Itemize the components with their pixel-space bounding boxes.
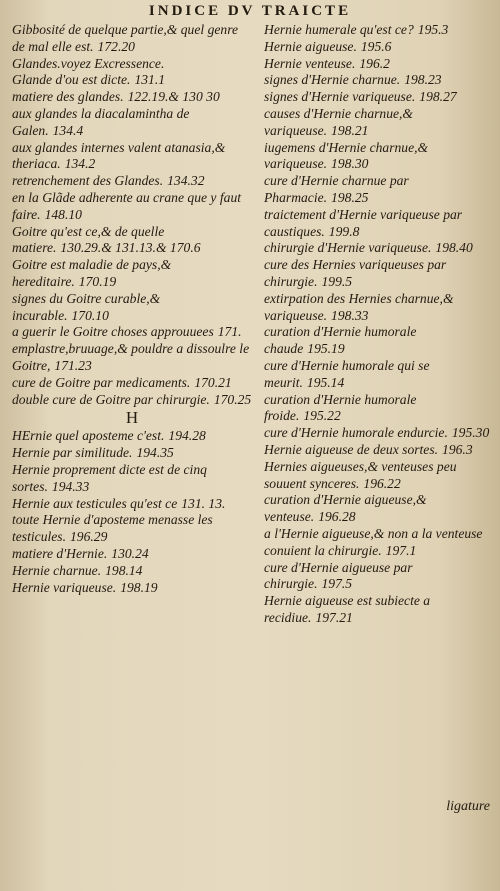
index-entry: Hernie aigueuse de deux sortes. 196.3 bbox=[264, 441, 473, 457]
section-letter: H bbox=[125, 408, 139, 428]
index-entry: chirurgie d'Hernie variqueuse. 198.40 bbox=[264, 240, 473, 256]
index-entry: cure des Hernies variqueuses par chirurgie. 199.5 bbox=[264, 257, 447, 289]
index-entry: retrenchement des Glandes. 134.32 bbox=[12, 173, 205, 189]
index-entry: Hernie humerale qu'est ce? 195.3 bbox=[264, 22, 449, 37]
index-entry: Hernie aigueuse. 195.6 bbox=[264, 38, 392, 54]
index-entry: Hernie aux testicules qu'est ce 131. 13. bbox=[12, 495, 226, 511]
index-entry: Goitre est maladie de pays,& hereditaire. 170.19 bbox=[12, 257, 172, 289]
index-entry: extirpation des Hernies charnue,& variqueuse. 198.33 bbox=[264, 290, 454, 323]
index-entry: iugemens d'Hernie charnue,& variqueuse. 198.30 bbox=[264, 139, 429, 172]
index-entry: aux glandes la diacalamintha de Galen. 134.4 bbox=[12, 105, 190, 138]
index-entry: emplastre,bruuage,& pouldre a dissoulre le Goitre, 171.23 bbox=[12, 341, 250, 373]
index-entry: curation d'Hernie humorale froide. 195.22 bbox=[264, 391, 417, 424]
index-entry: curation d'Hernie humorale chaude 195.19 bbox=[264, 324, 417, 357]
index-entry: Hernie charnue. 198.14 bbox=[12, 562, 143, 578]
index-entry: HErnie quel aposteme c'est. 194.28 bbox=[12, 428, 206, 444]
index-entry: Hernie aigueuse est subiecte a recidiue. 197.21 bbox=[264, 593, 431, 625]
index-entry: traictement d'Hernie variqueuse par caustiques. 199.8 bbox=[264, 206, 463, 239]
right-column bbox=[264, 22, 492, 627]
index-entry: toute Hernie d'aposteme menasse les testicules. 196.29 bbox=[12, 512, 213, 545]
index-entry: signes du Goitre curable,& incurable. 170.10 bbox=[12, 290, 161, 323]
index-entry: en la Glãde adherente au crane que y faut faire. 148.10 bbox=[12, 189, 242, 222]
index-entry: signes d'Hernie variqueuse. 198.27 bbox=[264, 89, 457, 105]
left-column bbox=[12, 22, 252, 596]
index-entry: cure d'Hernie humorale qui se meurit. 195.14 bbox=[264, 357, 430, 390]
index-entry: cure d'Hernie charnue par Pharmacie. 198.25 bbox=[264, 173, 409, 205]
index-entry: Glande d'ou est dicte. 131.1 bbox=[12, 72, 166, 88]
index-entry: cure d'Hernie aigueuse par chirurgie. 197.5 bbox=[264, 559, 413, 592]
index-entry: a l'Hernie aigueuse,& non a la venteuse conuient la chirurgie. 197.1 bbox=[264, 525, 483, 558]
index-entry: Hernie venteuse. 196.2 bbox=[264, 55, 390, 71]
index-entry: Goitre qu'est ce,& de quelle matiere. 130.29.& 131.13.& 170.6 bbox=[12, 223, 201, 256]
index-entry: cure de Goitre par medicaments. 170.21 bbox=[12, 374, 232, 390]
index-entry: Glandes.voyez Excressence. bbox=[12, 55, 165, 71]
index-entry: Hernie variqueuse. 198.19 bbox=[12, 579, 158, 595]
index-entry: curation d'Hernie aigueuse,& venteuse. 196.28 bbox=[264, 492, 427, 525]
index-entry: a guerir le Goitre choses approuuees 171. bbox=[12, 324, 242, 340]
catchword: ligature bbox=[446, 799, 490, 814]
index-entry: Hernies aigueuses,& venteuses peu souuent synceres. 196.22 bbox=[264, 458, 457, 491]
index-entry: Gibbosité de quelque partie,& quel genre de mal elle est. 172.20 bbox=[12, 22, 239, 54]
index-entry: causes d'Hernie charnue,& variqueuse. 198.21 bbox=[264, 105, 414, 138]
index-entry: matiere des glandes. 122.19.& 130 30 bbox=[12, 89, 220, 105]
running-head: INDICE DV TRAICTE bbox=[148, 3, 352, 19]
index-entry: cure d'Hernie humorale endurcie. 195.30 bbox=[264, 425, 490, 441]
index-entry: matiere d'Hernie. 130.24 bbox=[12, 545, 149, 561]
index-entry: signes d'Hernie charnue. 198.23 bbox=[264, 72, 442, 88]
index-entry: Hernie proprement dicte est de cinq sortes. 194.33 bbox=[12, 461, 207, 494]
index-entry: double cure de Goitre par chirurgie. 170.25 bbox=[12, 391, 252, 407]
index-entry: aux glandes internes valent atanasia,& theriaca. 134.2 bbox=[12, 139, 226, 172]
index-entry: Hernie par similitude. 194.35 bbox=[12, 445, 174, 461]
